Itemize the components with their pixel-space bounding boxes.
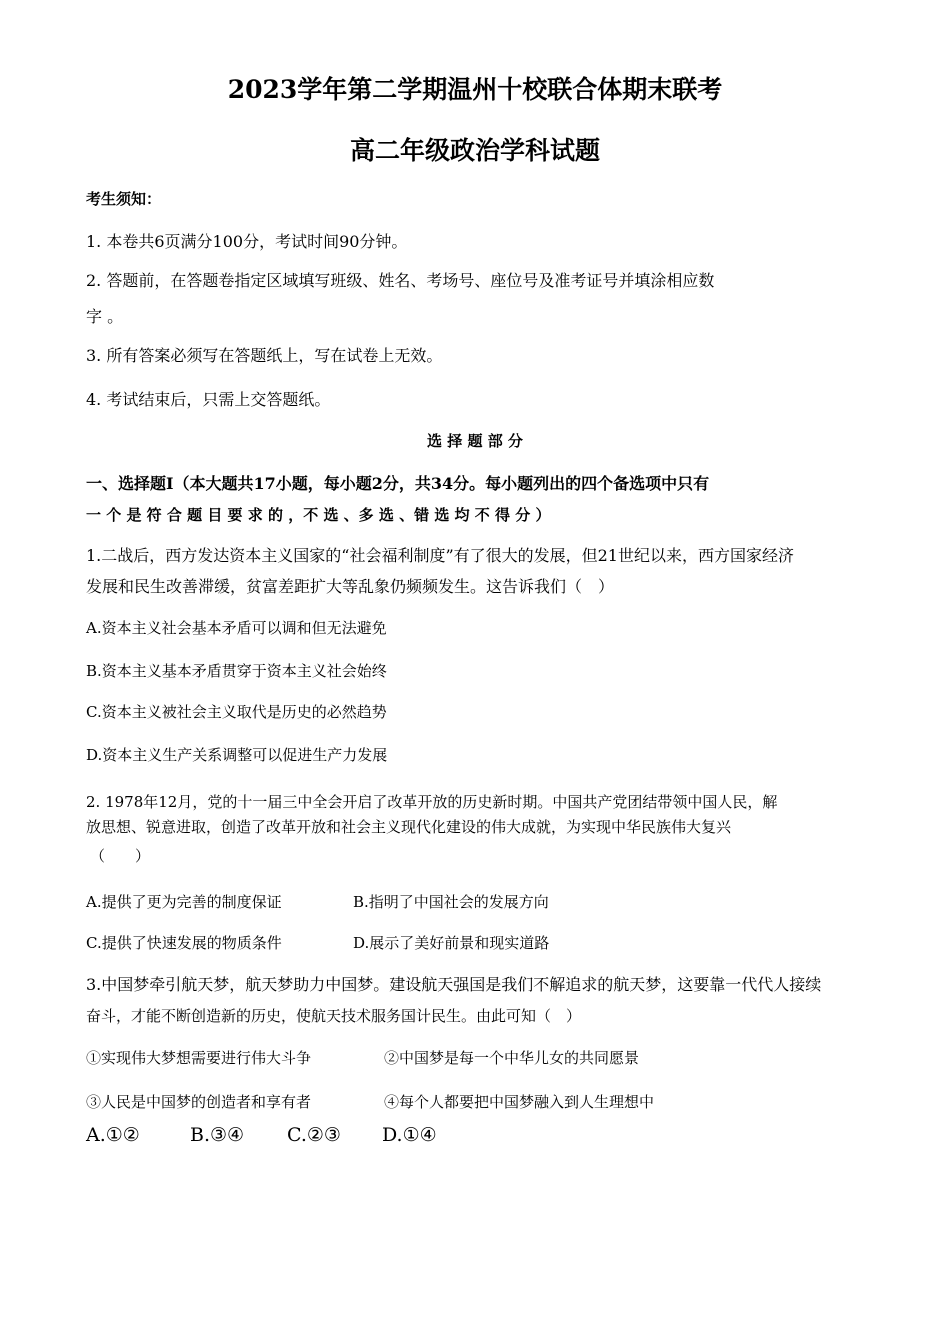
q3-option-d: D.①④ [382,1124,437,1146]
q3-stem: 3.中国梦牵引航天梦，航天梦助力中国梦。建设航天强国是我们不解追求的航天梦，这要靠一代代人接续 [86,975,822,994]
q1-option-b: B.资本主义基本矛盾贯穿于资本主义社会始终 [86,662,387,680]
q3-statement-1: ①实现伟大梦想需要进行伟大斗争 [86,1049,312,1067]
q2-stem-cont: 放思想、锐意进取，创造了改革开放和社会主义现代化建设的伟大成就，为实现中华民族伟大复兴 [86,818,732,836]
q2-option-c: C.提供了快速发展的物质条件 [86,934,282,952]
q3-statement-4: ④每个人都要把中国梦融入到人生理想中 [384,1093,655,1111]
q1-option-d: D.资本主义生产关系调整可以促进生产力发展 [86,746,388,764]
q2-stem: 2. 1978年12月，党的十一届三中全会开启了改革开放的历史新时期。中国共产党团结带领中国人民，解 [86,793,778,811]
notice-item-2-cont: 字 。 [86,307,124,326]
notice-item-2: 2. 答题前，在答题卷指定区域填写班级、姓名、考场号、座位号及准考证号并填涂相应数 [86,271,715,290]
q1-stem-cont: 发展和民生改善滞缓，贫富差距扩大等乱象仍频频发生。这告诉我们（ ） [86,577,615,596]
section-heading: 一、选择题Ⅰ（本大题共17小题，每小题2分，共34分。每小题列出的四个备选项中只有 [86,474,710,493]
q3-stem-cont: 奋斗，才能不断创造新的历史，使航天技术服务国计民生。由此可知（ ） [86,1007,582,1025]
q1-stem: 1.二战后，西方发达资本主义国家的“社会福利制度”有了很大的发展，但21世纪以来，西方国家经济 [86,546,794,565]
exam-title: 2023学年第二学期温州十校联合体期末联考 [227,75,723,104]
exam-subtitle: 高二年级政治学科试题 [349,136,600,165]
q3-option-a: A.①② [86,1124,140,1146]
q1-option-a: A.资本主义社会基本矛盾可以调和但无法避免 [86,619,387,637]
notice-heading: 考生须知： [86,190,162,208]
q3-statement-2: ②中国梦是每一个中华儿女的共同愿景 [384,1049,640,1067]
q3-statement-3: ③人民是中国梦的创造者和享有者 [86,1093,312,1111]
q3-option-c: C.②③ [287,1124,341,1146]
notice-item-4: 4. 考试结束后，只需上交答题纸。 [86,390,331,409]
notice-item-1: 1. 本卷共6页满分100分，考试时间90分钟。 [86,232,408,251]
q3-option-b: B.③④ [190,1124,245,1146]
q1-option-c: C.资本主义被社会主义取代是历史的必然趋势 [86,703,387,721]
q2-answer-blank: （ ） [90,847,151,865]
q2-option-a: A.提供了更为完善的制度保证 [86,893,282,911]
notice-item-3: 3. 所有答案必须写在答题纸上，写在试卷上无效。 [86,346,443,365]
section-heading-cont: 一 个 是 符 合 题 目 要 求 的 ，不 选 、多 选 、错 选 均 不 得 分 ） [86,506,551,524]
part-title: 选 择 题 部 分 [427,432,523,450]
q2-option-d: D.展示了美好前景和现实道路 [353,934,550,952]
q2-option-b: B.指明了中国社会的发展方向 [353,893,549,911]
